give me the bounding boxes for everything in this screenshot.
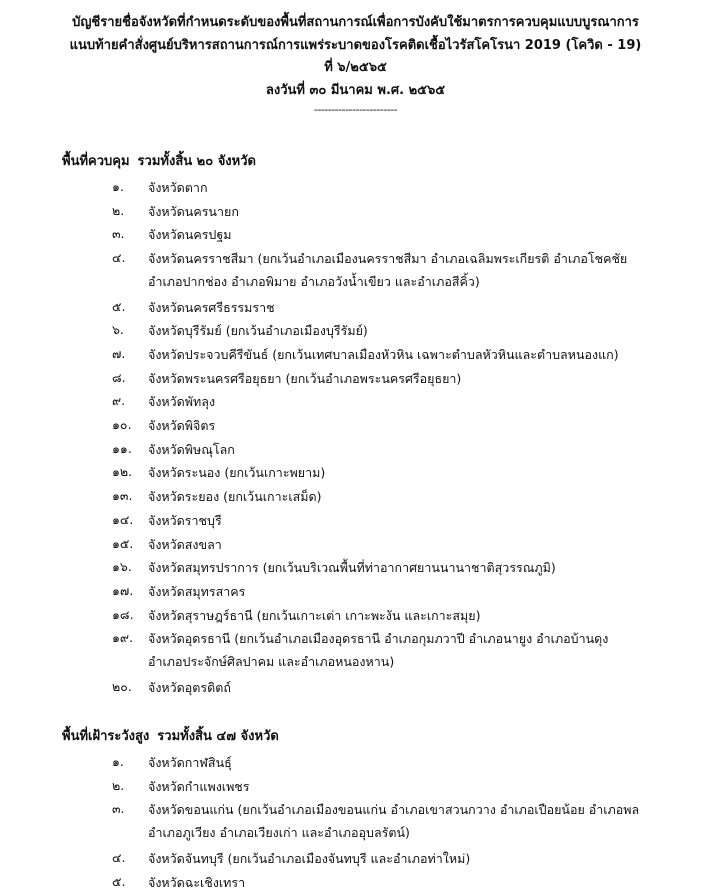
item-number: ๑๑. [112,440,132,456]
item-text [148,509,618,532]
item-text [148,176,618,199]
item-text-line: จังหวัดขอนแก่น (ยกเว้นอำเภอเมืองขอนแก่น อำเภอเขาสวนกวาง อำเภอเปือยน้อย อำเภอพล [148,802,640,818]
item-text-line: จังหวัดกาฬสินธุ์ [148,755,232,770]
document-header [0,12,711,118]
item-text-line: จังหวัดฉะเชิงเทรา [148,874,246,890]
item-text [148,390,618,413]
item-text-line: อำเภอปากช่อง อำเภอพิมาย อำเภอวังน้ำเขียว และอำเภอสีคิ้ว) [148,274,480,290]
section-heading [62,727,279,747]
item-number: ๑๖. [112,559,132,575]
item-number: ๔. [112,250,126,266]
item-text [148,414,618,437]
item-text-line: จังหวัดกำแพงเพชร [148,778,250,794]
item-text [148,580,618,603]
item-text [148,676,618,699]
document-subtitle: แนบท้ายคำสั่งศูนย์บริหารสถานการณ์การแพร่ระบาดของโรคติดเชื้อไวรัสโคโรนา 2019 (โควิด - 19) [69,37,642,53]
item-text [148,847,618,870]
item-text [148,604,618,627]
item-text [148,556,618,579]
item-text-line: จังหวัดนครศรีธรรมราช [148,299,275,315]
item-text [148,871,618,894]
item-number: ๓. [112,226,125,242]
item-text [148,775,618,798]
item-number: ๑๗. [112,582,134,598]
item-number: ๑๘. [112,606,134,622]
item-number: ๑๕. [112,535,134,551]
item-text-line: จังหวัดตาก [148,180,208,195]
item-number: ๑. [112,754,124,769]
item-text [148,367,618,390]
order-date: ลงวันที่ ๓๐ มีนาคม พ.ศ. ๒๕๖๕ [265,82,446,98]
item-text [148,319,618,342]
item-number: ๑. [112,179,124,194]
item-number: ๑๐. [112,417,132,432]
item-number: ๑๔. [112,511,134,527]
item-text [148,485,618,508]
item-number: ๖. [112,322,124,338]
item-text [148,438,618,461]
item-number: ๕. [112,873,126,889]
section-total: รวมทั้งสิ้น ๔๗ จังหวัด [157,729,279,744]
item-text-line: จังหวัดบุรีรัมย์ (ยกเว้นอำเภอเมืองบุรีรัมย์) [148,323,368,339]
section-total: รวมทั้งสิ้น ๒๐ จังหวัด [137,154,256,169]
item-text-line: จังหวัดนครปฐม [148,227,232,243]
item-text-line: จังหวัดสมุทรสาคร [148,583,246,599]
item-text-line: จังหวัดพิจิตร [148,418,216,433]
item-text-line: จังหวัดประจวบคีรีขันธ์ (ยกเว้นเทศบาลเมืองหัวหิน เฉพาะตำบลหัวหินและตำบลหนองแก) [148,346,619,362]
item-text-line: จังหวัดพระนครศรีอยุธยา (ยกเว้นอำเภอพระนครศรีอยุธยา) [148,370,462,386]
item-number: ๒๐. [112,678,132,694]
item-number: ๗. [112,345,126,361]
item-text [148,751,618,774]
item-text-line: อำเภอภูเวียง อำเภอเวียงเก่า และอำเภออุบลรัตน์) [148,825,410,841]
item-text-line: จังหวัดระนอง (ยกเว้นเกาะพยาม) [148,465,326,481]
item-text-line: จังหวัดสุราษฎร์ธานี (ยกเว้นเกาะเต่า เกาะพะงัน และเกาะสมุย) [148,607,481,623]
item-number: ๓. [112,801,125,817]
order-number: ที่ ๖/๒๕๖๕ [324,60,387,75]
item-text-line: อำเภอประจักษ์ศิลปาคม และอำเภอหนองหาน) [148,654,395,670]
item-text-line: จังหวัดสงขลา [148,536,222,552]
item-text [148,533,618,556]
item-text [148,223,618,246]
item-number: ๒. [112,202,125,218]
item-text [148,343,618,366]
item-text [148,200,618,223]
section-label: พื้นที่ควบคุม [62,154,130,169]
item-number: ๑๙. [112,630,134,646]
item-text-line: จังหวัดสมุทรปราการ (ยกเว้นบริเวณพื้นที่ท่าอากาศยานนานาชาติสุวรรณภูมิ) [148,560,556,576]
item-text [148,461,618,484]
item-text-line: จังหวัดนครราชสีมา (ยกเว้นอำเภอเมืองนครราชสีมา อำเภอเฉลิมพระเกียรติ อำเภอโชคชัย [148,251,628,267]
item-text [148,296,618,319]
item-text-line: จังหวัดพิษณุโลก [148,441,235,457]
item-number: ๑๒. [112,464,133,480]
header-rule: ------------------------ [313,103,398,116]
item-text-line: จังหวัดอุตรดิตถ์ [148,679,231,695]
item-number: ๘. [112,369,126,385]
item-text-line: จังหวัดจันทบุรี (ยกเว้นอำเภอเมืองจันทบุรี และอำเภอท่าใหม่) [148,850,471,866]
item-number: ๒. [112,777,125,793]
item-text [148,798,640,844]
item-text-line: จังหวัดพัทลุง [148,394,216,410]
item-number: ๑๓. [112,488,133,504]
item-number: ๔. [112,849,126,865]
item-text-line: จังหวัดนครนายก [148,203,239,219]
item-text-line: จังหวัดระยอง (ยกเว้นเกาะเสม็ด) [148,489,322,505]
item-text [148,627,618,673]
section-label: พื้นที่เฝ้าระวังสูง [62,729,150,744]
item-number: ๙. [112,393,126,409]
item-text [148,247,628,293]
document-title: บัญชีรายชื่อจังหวัดที่กำหนดระดับของพื้นที่สถานการณ์เพื่อการบังคับใช้มาตรการควบคุมแบบบูรณาการ [72,15,639,30]
item-text-line: จังหวัดอุดรธานี (ยกเว้นอำเภอเมืองอุดรธานี อำเภอกุมภวาปี อำเภอนายูง อำเภอบ้านดุง [148,631,609,647]
section-heading [62,152,256,172]
item-text-line: จังหวัดราชบุรี [148,512,222,528]
item-number: ๕. [112,298,126,314]
